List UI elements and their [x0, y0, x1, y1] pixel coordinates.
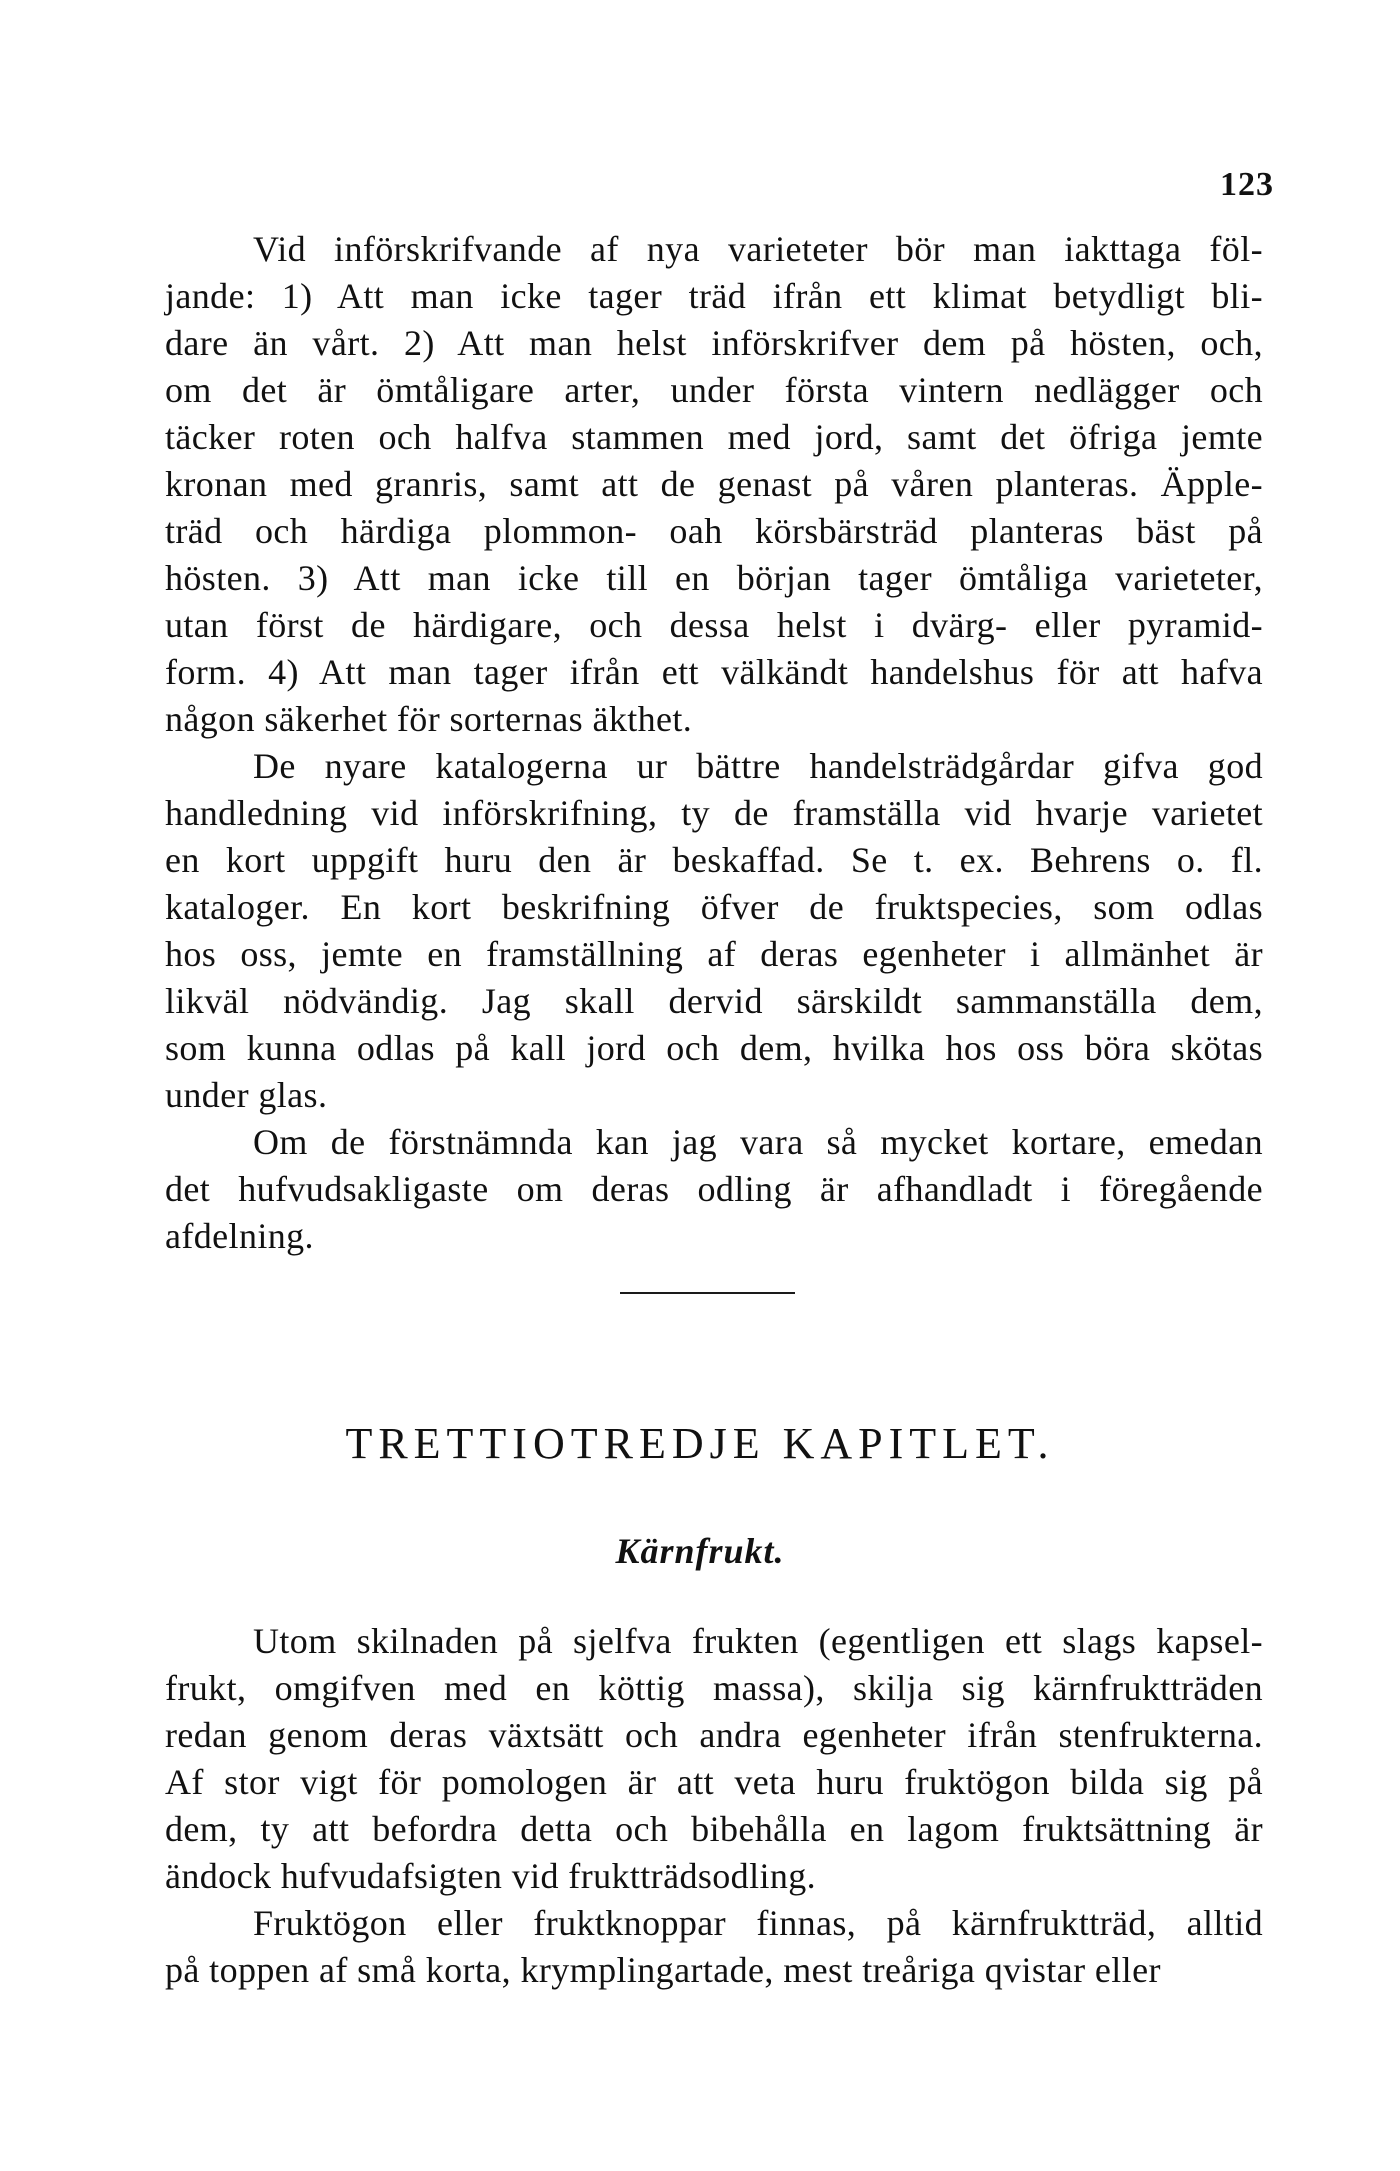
text-line: täcker roten och halfva stammen med jord, samt det öfriga jemte — [165, 417, 1263, 457]
text-line: likväl nödvändig. Jag skall dervid särskildt sammanställa dem, — [165, 981, 1263, 1021]
text-line: Vid införskrifvande af nya varieteter bör man iakttaga föl- — [253, 229, 1263, 269]
text-line: dem, ty att befordra detta och bibehålla en lagom fruktsättning är — [165, 1809, 1263, 1849]
text-line: Om de förstnämnda kan jag vara så mycket kortare, emedan — [253, 1122, 1263, 1162]
text-line: frukt, omgifven med en köttig massa), skilja sig kärnfruktträden — [165, 1668, 1263, 1708]
text-line: afdelning. — [165, 1216, 314, 1256]
text-line: på toppen af små korta, krymplingartade, mest treåriga qvistar eller — [165, 1950, 1161, 1990]
text-line: jande: 1) Att man icke tager träd ifrån ett klimat betydligt bli- — [165, 276, 1263, 316]
text-line: en kort uppgift huru den är beskaffad. Se t. ex. Behrens o. fl. — [165, 840, 1263, 880]
text-line: dare än vårt. 2) Att man helst införskrifver dem på hösten, och, — [165, 323, 1263, 363]
text-line: kataloger. En kort beskrifning öfver de fruktspecies, som odlas — [165, 887, 1263, 927]
text-line: Af stor vigt för pomologen är att veta huru fruktögon bilda sig på — [165, 1762, 1263, 1802]
section-title: Kärnfrukt. — [615, 1531, 785, 1571]
text-line: det hufvudsakligaste om deras odling är afhandladt i föregående — [165, 1169, 1263, 1209]
text-line: som kunna odlas på kall jord och dem, hvilka hos oss böra skötas — [165, 1028, 1263, 1068]
text-line: Fruktögon eller fruktknoppar finnas, på kärnfruktträd, alltid — [253, 1903, 1263, 1943]
paragraph — [165, 1618, 1263, 1900]
text-line: hösten. 3) Att man icke till en början tager ömtåliga varieteter, — [165, 558, 1263, 598]
paragraph — [165, 1119, 1263, 1260]
paragraph — [165, 743, 1263, 1119]
text-line: Utom skilnaden på sjelfva frukten (egentligen ett slags kapsel- — [253, 1621, 1263, 1661]
body-text-top — [165, 226, 1263, 1260]
text-line: kronan med granris, samt att de genast på våren planteras. Äpple- — [165, 464, 1263, 504]
text-line: träd och härdiga plommon- oah körsbärsträd planteras bäst på — [165, 511, 1263, 551]
paragraph — [165, 1900, 1263, 1994]
body-text-bottom — [165, 1618, 1263, 1994]
section-divider — [620, 1292, 795, 1294]
text-line: någon säkerhet för sorternas äkthet. — [165, 699, 693, 739]
text-line: ändock hufvudafsigten vid fruktträdsodling. — [165, 1856, 817, 1896]
text-line: redan genom deras växtsätt och andra egenheter ifrån stenfrukterna. — [165, 1715, 1263, 1755]
text-line: De nyare katalogerna ur bättre handelsträdgårdar gifva god — [253, 746, 1263, 786]
paragraph — [165, 226, 1263, 743]
text-line: handledning vid införskrifning, ty de framställa vid hvarje varietet — [165, 793, 1263, 833]
text-line: hos oss, jemte en framställning af deras egenheter i allmänhet är — [165, 934, 1263, 974]
page-number: 123 — [1220, 166, 1274, 203]
chapter-title: TRETTIOTREDJE KAPITLET. — [345, 1419, 1055, 1468]
text-line: om det är ömtåligare arter, under första vintern nedlägger och — [165, 370, 1263, 410]
text-line: under glas. — [165, 1075, 328, 1115]
text-line: utan först de härdigare, och dessa helst i dvärg- eller pyramid- — [165, 605, 1263, 645]
text-line: form. 4) Att man tager ifrån ett välkändt handelshus för att hafva — [165, 652, 1263, 692]
